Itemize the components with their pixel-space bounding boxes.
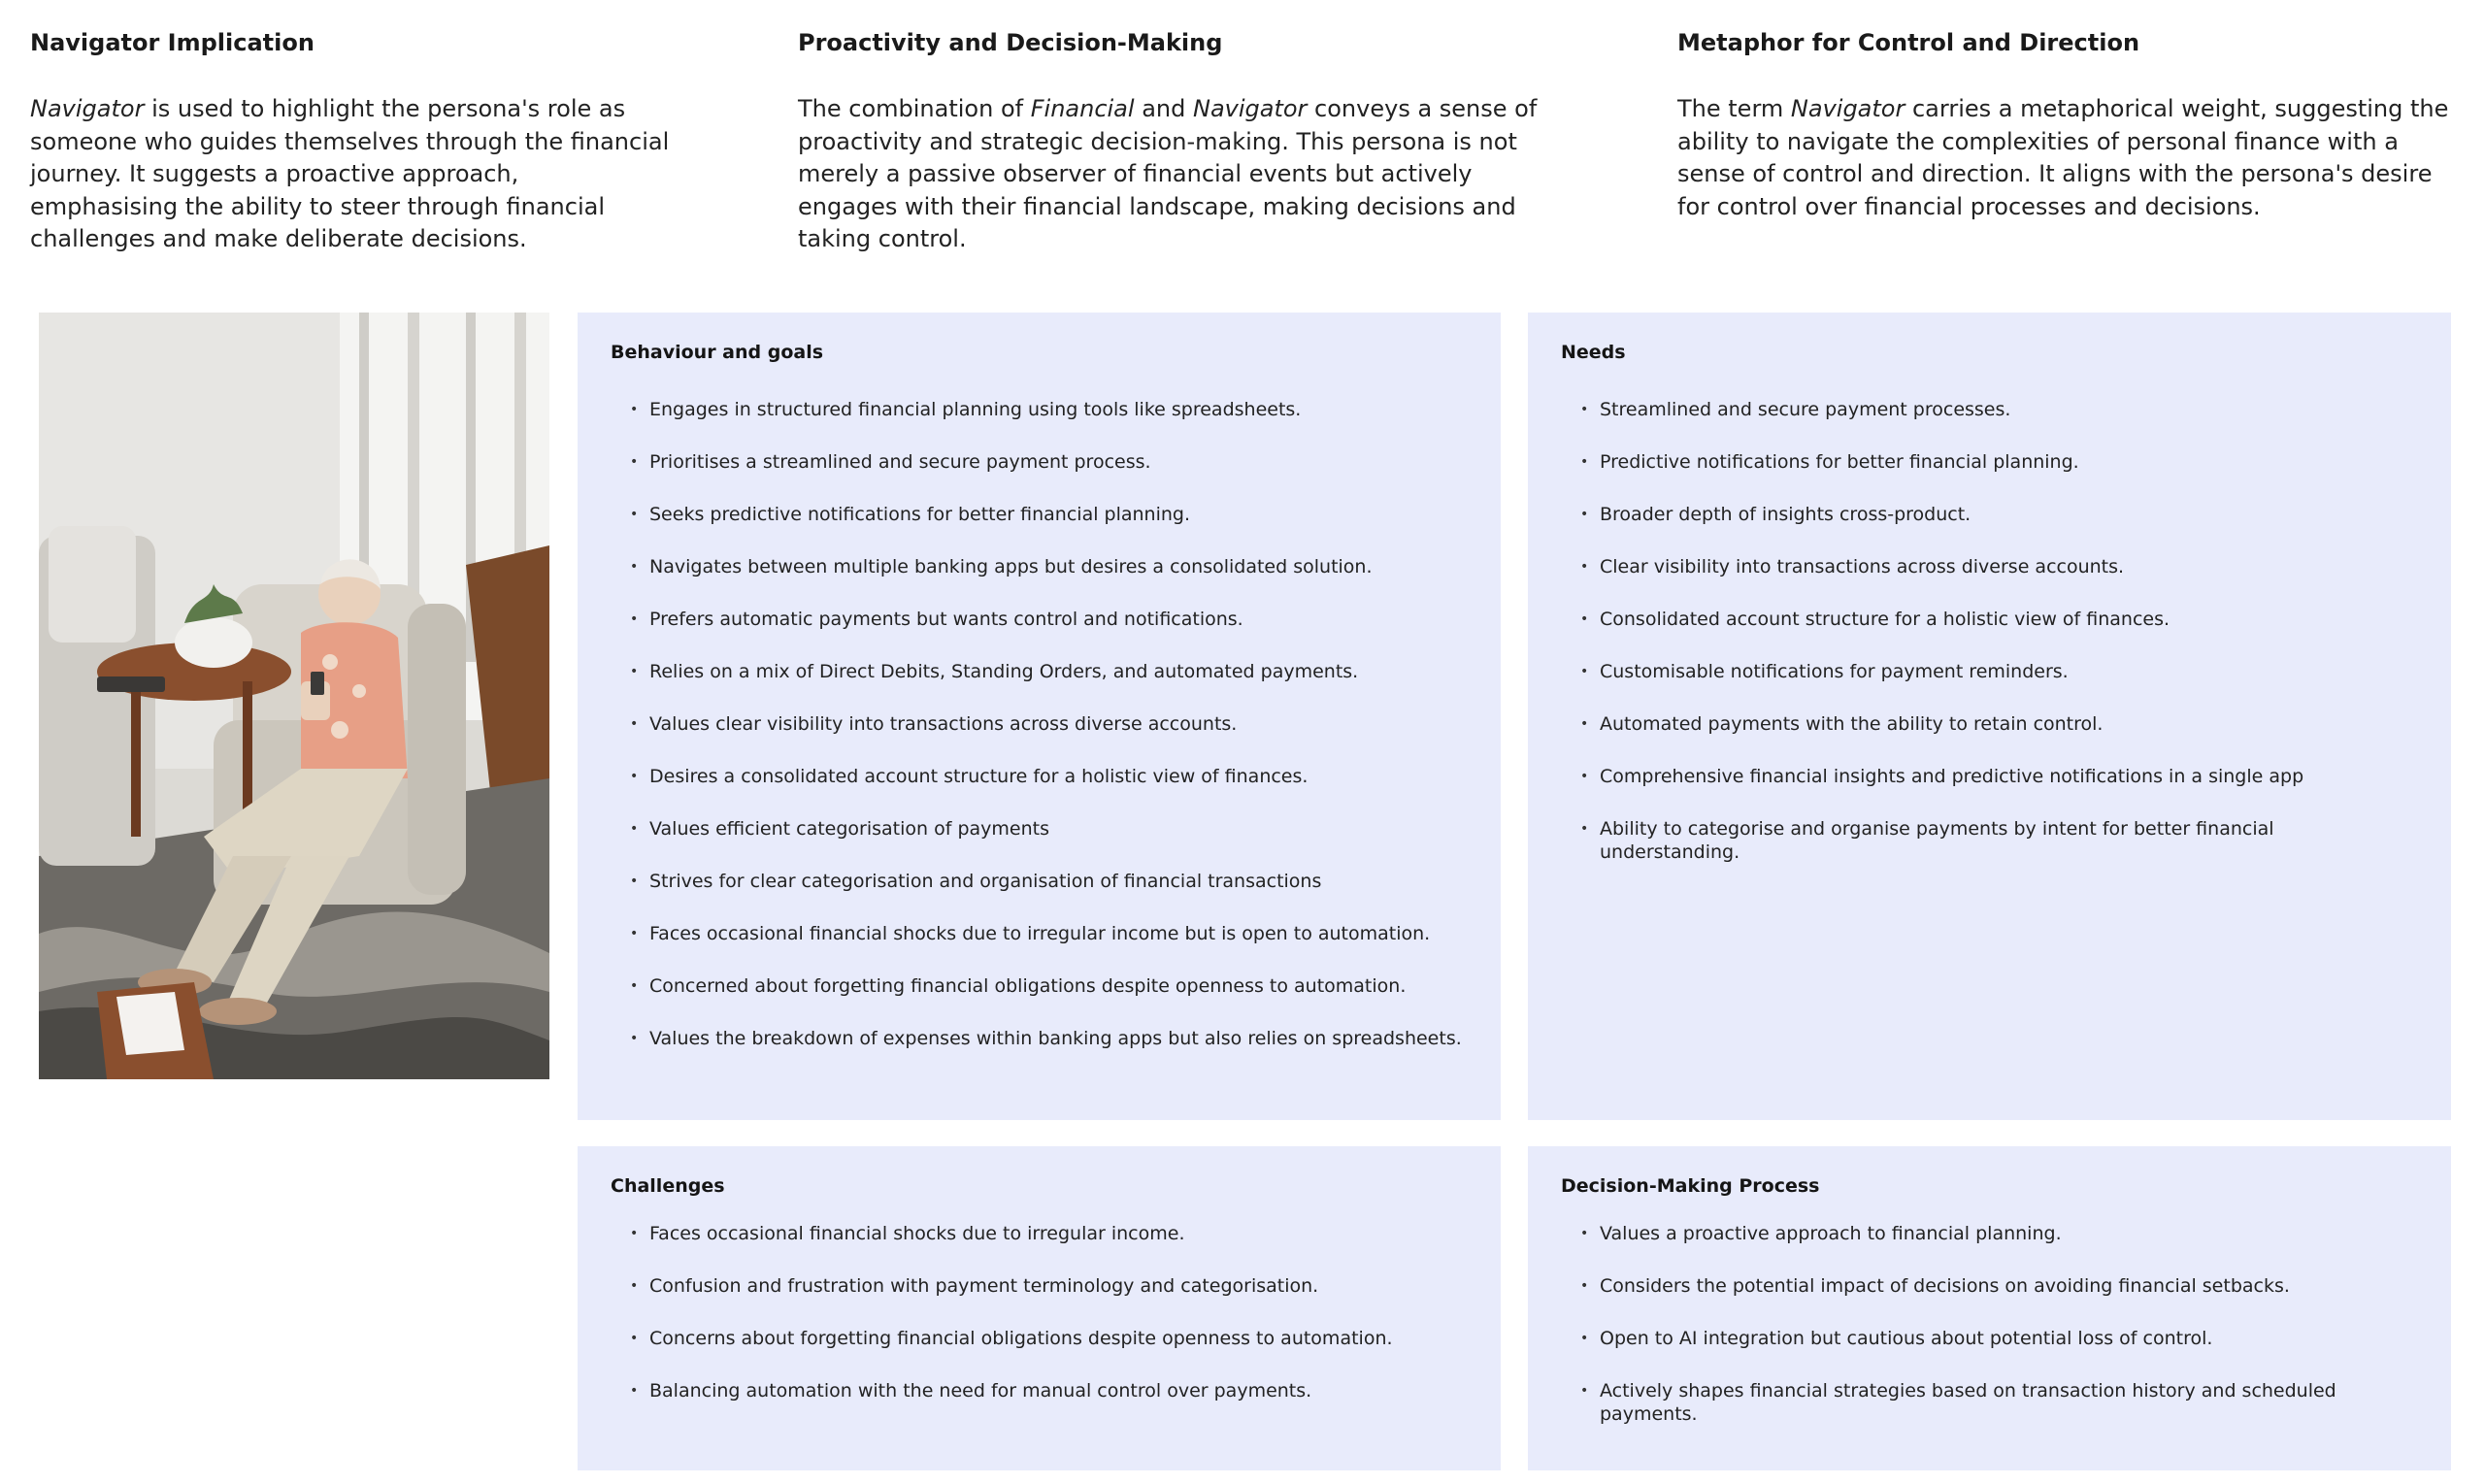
list-item-text: Predictive notifications for better financial planning. [1600,451,2079,473]
paragraph-text: and [1134,95,1193,122]
intro-paragraph [1677,93,2454,223]
card-title: Needs [1561,342,1626,363]
list-item [611,817,1468,870]
bullet-icon: • [630,1278,639,1294]
intro-column-metaphor [1677,27,2454,223]
list-item-text: Navigates between multiple banking apps but desires a consolidated solution. [649,556,1373,577]
list-item-text: Seeks predictive notifications for better financial planning. [649,504,1191,525]
list-item-text: Values a proactive approach to financial planning. [1600,1223,2062,1244]
list-item [1561,712,2418,765]
list-item [1561,555,2418,608]
list-item [1561,765,2418,817]
list-item-text: Values efficient categorisation of payments [649,818,1049,840]
list-item-text: Considers the potential impact of decisions on avoiding financial setbacks. [1600,1275,2290,1297]
intro-column-navigator [30,27,671,256]
list-item [1561,1327,2418,1379]
list-item-text: Streamlined and secure payment processes. [1600,399,2011,420]
list-item-text: Open to AI integration but cautious about potential loss of control. [1600,1328,2213,1349]
bullet-icon: • [1580,1383,1589,1399]
emphasis-text: Navigator [30,95,145,122]
list-item-text: Confusion and frustration with payment terminology and categorisation. [649,1275,1319,1297]
bullet-icon: • [1580,821,1589,837]
bullet-icon: • [630,926,639,941]
needs-card [1528,313,2451,1120]
list-item-text: Clear visibility into transactions across diverse accounts. [1600,556,2125,577]
paragraph-text: is used to highlight the persona's role as someone who guides themselves through the financial journey. It suggests a proactive approach, emphasising the ability to steer through financial challenges and make deliberate decisions. [30,95,670,252]
list-item [1561,1379,2418,1432]
card-title: Behaviour and goals [611,342,824,363]
list-item-text: Automated payments with the ability to retain control. [1600,713,2104,735]
list-item [1561,660,2418,712]
list-item [611,1027,1468,1079]
emphasis-text: Navigator [1192,95,1308,122]
challenges-list [611,1222,1468,1432]
bullet-icon: • [630,1383,639,1399]
bullet-icon: • [1580,402,1589,417]
bullet-icon: • [630,559,639,575]
needs-list [1561,398,2418,870]
bullet-icon: • [630,454,639,470]
list-item-text: Actively shapes financial strategies based on transaction history and scheduled payments. [1600,1380,2336,1425]
list-item-text: Prefers automatic payments but wants control and notifications. [649,609,1243,630]
emphasis-text: Financial [1030,95,1135,122]
list-item-text: Prioritises a streamlined and secure payment process. [649,451,1151,473]
bullet-icon: • [630,874,639,889]
list-item-text: Comprehensive financial insights and predictive notifications in a single app [1600,766,2304,787]
bullet-icon: • [1580,664,1589,679]
persona-photo [39,313,549,1079]
list-item-text: Balancing automation with the need for manual control over payments. [649,1380,1312,1402]
list-item-text: Broader depth of insights cross-product. [1600,504,1971,525]
list-item-text: Desires a consolidated account structure for a holistic view of finances. [649,766,1309,787]
intro-title: Metaphor for Control and Direction [1677,29,2140,56]
intro-paragraph [30,93,671,256]
list-item-text: Concerns about forgetting financial obligations despite openness to automation. [649,1328,1393,1349]
bullet-icon: • [630,821,639,837]
bullet-icon: • [630,716,639,732]
bullet-icon: • [630,769,639,784]
list-item [611,660,1468,712]
bullet-icon: • [1580,611,1589,627]
list-item [1561,398,2418,450]
list-item-text: Engages in structured financial planning using tools like spreadsheets. [649,399,1302,420]
list-item [611,1327,1468,1379]
bullet-icon: • [630,1226,639,1241]
list-item [611,1222,1468,1274]
bullet-icon: • [1580,1226,1589,1241]
list-item [611,870,1468,922]
bullet-icon: • [630,611,639,627]
list-item [611,555,1468,608]
intro-column-proactivity [798,27,1541,256]
list-item [611,765,1468,817]
list-item-text: Values clear visibility into transactions across diverse accounts. [649,713,1238,735]
bullet-icon: • [1580,454,1589,470]
list-item [611,712,1468,765]
decision-making-card [1528,1146,2451,1470]
list-item-text: Consolidated account structure for a holistic view of finances. [1600,609,2170,630]
list-item [611,1379,1468,1432]
behaviour-goals-list [611,398,1468,1079]
card-title: Challenges [611,1175,725,1197]
bullet-icon: • [1580,769,1589,784]
list-item [611,1274,1468,1327]
list-item [611,608,1468,660]
list-item-text: Concerned about forgetting financial obligations despite openness to automation. [649,975,1407,997]
list-item-text: Relies on a mix of Direct Debits, Standing Orders, and automated payments. [649,661,1359,682]
list-item-text: Customisable notifications for payment reminders. [1600,661,2069,682]
intro-title: Navigator Implication [30,29,315,56]
list-item [1561,1274,2418,1327]
bullet-icon: • [1580,1331,1589,1346]
paragraph-text: conveys a sense of proactivity and strategic decision-making. This persona is not merely a passive observer of financial events but actively engages with their financial landscape, making decisions and taking control. [798,95,1538,252]
bullet-icon: • [630,1331,639,1346]
behaviour-goals-card [578,313,1501,1120]
card-title: Decision-Making Process [1561,1175,1820,1197]
bullet-icon: • [630,507,639,522]
list-item [611,398,1468,450]
list-item [611,974,1468,1027]
list-item-text: Faces occasional financial shocks due to irregular income. [649,1223,1185,1244]
paragraph-text: The combination of [798,95,1031,122]
bullet-icon: • [1580,559,1589,575]
bullet-icon: • [1580,716,1589,732]
challenges-card [578,1146,1501,1470]
list-item-text: Ability to categorise and organise payments by intent for better financial understanding. [1600,818,2274,863]
list-item [1561,1222,2418,1274]
list-item [611,450,1468,503]
paragraph-text: carries a metaphorical weight, suggesting the ability to navigate the complexities of personal finance with a sense of control and direction. It aligns with the persona's desire for control over financial processes and decisions. [1677,95,2449,220]
bullet-icon: • [630,402,639,417]
intro-title: Proactivity and Decision-Making [798,29,1223,56]
bullet-icon: • [630,1031,639,1046]
intro-paragraph [798,93,1541,256]
list-item [1561,503,2418,555]
list-item-text: Values the breakdown of expenses within banking apps but also relies on spreadsheets. [649,1028,1462,1049]
list-item [1561,608,2418,660]
bullet-icon: • [1580,1278,1589,1294]
decision-making-list [1561,1222,2418,1432]
paragraph-text: The term [1677,95,1791,122]
list-item [611,922,1468,974]
bullet-icon: • [1580,507,1589,522]
list-item [1561,450,2418,503]
list-item-text: Faces occasional financial shocks due to irregular income but is open to automation. [649,923,1431,944]
bullet-icon: • [630,978,639,994]
list-item [1561,817,2418,870]
bullet-icon: • [630,664,639,679]
emphasis-text: Navigator [1790,95,1905,122]
list-item [611,503,1468,555]
list-item-text: Strives for clear categorisation and organisation of financial transactions [649,871,1322,892]
